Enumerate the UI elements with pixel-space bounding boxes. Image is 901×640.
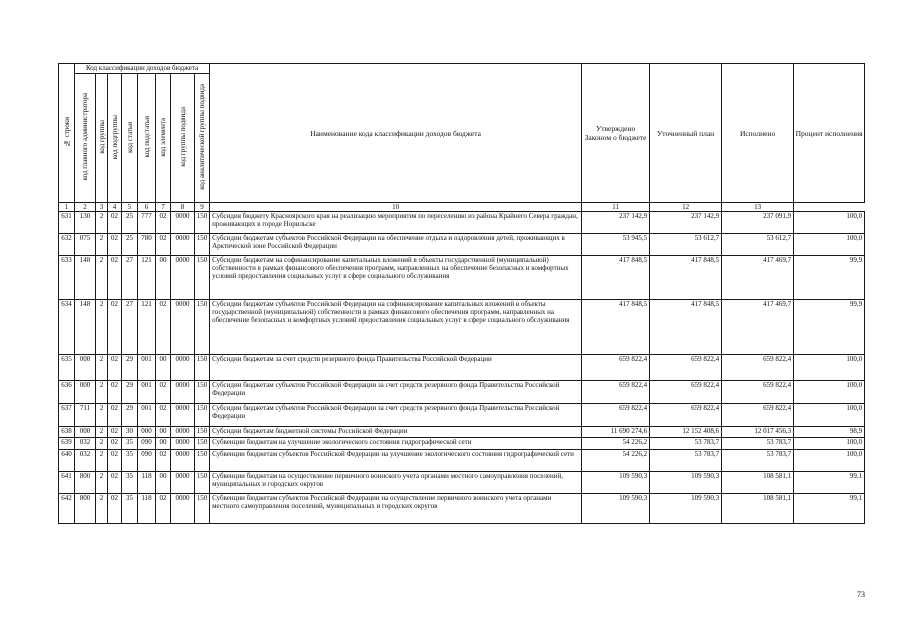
subarticle-code-cell: 118 xyxy=(138,494,156,524)
column-number: 1 xyxy=(59,203,75,212)
subgroup-code-cell: 02 xyxy=(108,472,122,494)
group-code-cell: 2 xyxy=(96,256,108,300)
approved-amount-cell: 659 822,4 xyxy=(582,404,650,427)
page-number: 73 xyxy=(857,590,865,599)
element-code-cell: 02 xyxy=(156,381,171,404)
table-row xyxy=(59,427,865,438)
subarticle-code-cell: 001 xyxy=(138,355,156,381)
group-code-cell: 2 xyxy=(96,381,108,404)
subarticle-code-cell: 001 xyxy=(138,404,156,427)
subtype-group-code-cell: 0000 xyxy=(171,355,195,381)
admin-code-cell: 000 xyxy=(75,355,96,381)
article-code-cell: 27 xyxy=(122,256,138,300)
row-number-cell: 633 xyxy=(59,256,75,300)
table-row xyxy=(59,494,865,524)
column-number: 2 xyxy=(75,203,96,212)
row-number-cell: 642 xyxy=(59,494,75,524)
refined-plan-header: Уточненный план xyxy=(650,64,722,203)
element-code-cell: 02 xyxy=(156,234,171,256)
analytic-code-cell: 150 xyxy=(195,450,210,472)
subtype-group-code-cell: 0000 xyxy=(171,256,195,300)
percent-cell: 100,0 xyxy=(794,234,865,256)
table-body xyxy=(59,212,865,524)
refined-amount-cell: 659 822,4 xyxy=(650,355,722,381)
approved-amount-cell: 11 690 274,6 xyxy=(582,427,650,438)
row-number-cell: 634 xyxy=(59,300,75,355)
element-code-cell: 00 xyxy=(156,472,171,494)
code-header-admin: код главного администратора xyxy=(75,74,96,203)
element-code-cell: 00 xyxy=(156,256,171,300)
element-code-cell: 00 xyxy=(156,355,171,381)
executed-amount-cell: 417 469,7 xyxy=(722,300,794,355)
refined-amount-cell: 659 822,4 xyxy=(650,381,722,404)
group-code-cell: 2 xyxy=(96,494,108,524)
element-code-cell: 02 xyxy=(156,494,171,524)
subtype-group-code-cell: 0000 xyxy=(171,472,195,494)
table-row xyxy=(59,438,865,450)
executed-amount-cell: 659 822,4 xyxy=(722,381,794,404)
row-number-cell: 632 xyxy=(59,234,75,256)
revenue-name-cell: Субсидии бюджетам за счет средств резервного фонда Правительства Российской Федерации xyxy=(210,355,582,381)
table-row xyxy=(59,450,865,472)
subgroup-code-cell: 02 xyxy=(108,234,122,256)
element-code-cell: 02 xyxy=(156,212,171,234)
article-code-cell: 25 xyxy=(122,234,138,256)
percent-cell: 100,0 xyxy=(794,355,865,381)
article-code-cell: 29 xyxy=(122,355,138,381)
analytic-code-cell: 150 xyxy=(195,234,210,256)
admin-code-cell: 000 xyxy=(75,381,96,404)
group-code-cell: 2 xyxy=(96,450,108,472)
approved-amount-cell: 53 945,5 xyxy=(582,234,650,256)
code-header-group: код группы xyxy=(96,74,108,203)
subtype-group-code-cell: 0000 xyxy=(171,438,195,450)
percent-cell: 100,0 xyxy=(794,404,865,427)
row-number-cell: 636 xyxy=(59,381,75,404)
table-row xyxy=(59,381,865,404)
code-header-subgroup: код подгруппы xyxy=(108,74,122,203)
group-code-cell: 2 xyxy=(96,404,108,427)
subtype-group-code-cell: 0000 xyxy=(171,450,195,472)
analytic-code-cell: 150 xyxy=(195,212,210,234)
subtype-group-code-cell: 0000 xyxy=(171,381,195,404)
analytic-code-cell: 150 xyxy=(195,494,210,524)
refined-amount-cell: 417 848,5 xyxy=(650,300,722,355)
executed-amount-cell: 237 091,9 xyxy=(722,212,794,234)
budget-revenue-table xyxy=(58,63,865,524)
row-number-cell: 637 xyxy=(59,404,75,427)
admin-code-cell: 800 xyxy=(75,494,96,524)
revenue-name-cell: Субвенции бюджетам на осуществление первичного воинского учета органами местного самоуправления поселений, муниципальных и городских округов xyxy=(210,472,582,494)
subarticle-code-cell: 001 xyxy=(138,381,156,404)
column-number: 5 xyxy=(122,203,138,212)
refined-amount-cell: 12 152 408,6 xyxy=(650,427,722,438)
column-number: 12 xyxy=(650,203,722,212)
revenue-name-cell: Субсидии бюджетам субъектов Российской Федерации на обеспечение отдыха и оздоровления детей, проживающих в Арктической зоне Российской Федерации xyxy=(210,234,582,256)
article-code-cell: 27 xyxy=(122,300,138,355)
approved-header: Утверждено Законом о бюджете xyxy=(582,64,650,203)
admin-code-cell: 148 xyxy=(75,256,96,300)
analytic-code-cell: 150 xyxy=(195,256,210,300)
subarticle-code-cell: 121 xyxy=(138,256,156,300)
element-code-cell: 00 xyxy=(156,438,171,450)
subgroup-code-cell: 02 xyxy=(108,300,122,355)
approved-amount-cell: 417 848,5 xyxy=(582,256,650,300)
table-row xyxy=(59,256,865,300)
refined-amount-cell: 659 822,4 xyxy=(650,404,722,427)
column-number: 9 xyxy=(195,203,210,212)
revenue-name-cell: Субвенции бюджетам на улучшение экологического состояния гидрографической сети xyxy=(210,438,582,450)
executed-amount-cell: 659 822,4 xyxy=(722,404,794,427)
subgroup-code-cell: 02 xyxy=(108,404,122,427)
column-number: 10 xyxy=(210,203,582,212)
table-row xyxy=(59,212,865,234)
percent-cell: 100,0 xyxy=(794,212,865,234)
element-code-cell: 02 xyxy=(156,404,171,427)
code-header-subtype-group: код группы подвида xyxy=(171,74,195,203)
code-header-analytic-group: код аналитической группы подвида xyxy=(195,74,210,203)
admin-code-cell: 032 xyxy=(75,450,96,472)
row-number-cell: 639 xyxy=(59,438,75,450)
admin-code-cell: 148 xyxy=(75,300,96,355)
subarticle-code-cell: 000 xyxy=(138,427,156,438)
group-code-cell: 2 xyxy=(96,355,108,381)
admin-code-cell: 800 xyxy=(75,472,96,494)
article-code-cell: 29 xyxy=(122,404,138,427)
approved-amount-cell: 109 590,3 xyxy=(582,472,650,494)
revenue-name-cell: Субвенции бюджетам субъектов Российской Федерации на осуществление первичного воинского учета органами местного самоуправления поселений, муниципальных и городских округов xyxy=(210,494,582,524)
row-number-cell: 635 xyxy=(59,355,75,381)
column-number: 8 xyxy=(171,203,195,212)
element-code-cell: 02 xyxy=(156,300,171,355)
revenue-name-cell: Субсидия бюджету Красноярского края на реализацию мероприятия по переселению из района Крайнего Севера граждан, проживающих в городе Норильске xyxy=(210,212,582,234)
column-number: 6 xyxy=(138,203,156,212)
refined-amount-cell: 109 590,3 xyxy=(650,494,722,524)
group-code-cell: 2 xyxy=(96,212,108,234)
group-code-cell: 2 xyxy=(96,234,108,256)
group-code-cell: 2 xyxy=(96,472,108,494)
row-number-cell: 640 xyxy=(59,450,75,472)
subarticle-code-cell: 090 xyxy=(138,438,156,450)
revenue-name-cell: Субсидии бюджетам субъектов Российской Федерации за счет средств резервного фонда Правительства Российской Федерации xyxy=(210,381,582,404)
executed-amount-cell: 108 581,1 xyxy=(722,472,794,494)
refined-amount-cell: 53 783,7 xyxy=(650,450,722,472)
article-code-cell: 35 xyxy=(122,472,138,494)
table-row xyxy=(59,404,865,427)
column-number: 4 xyxy=(108,203,122,212)
admin-code-cell: 130 xyxy=(75,212,96,234)
table-row xyxy=(59,234,865,256)
refined-amount-cell: 237 142,9 xyxy=(650,212,722,234)
refined-amount-cell: 53 612,7 xyxy=(650,234,722,256)
analytic-code-cell: 150 xyxy=(195,472,210,494)
group-code-cell: 2 xyxy=(96,438,108,450)
percent-cell: 100,0 xyxy=(794,438,865,450)
executed-amount-cell: 53 783,7 xyxy=(722,438,794,450)
refined-amount-cell: 53 783,7 xyxy=(650,438,722,450)
executed-amount-cell: 659 822,4 xyxy=(722,355,794,381)
subgroup-code-cell: 02 xyxy=(108,355,122,381)
executed-amount-cell: 417 469,7 xyxy=(722,256,794,300)
subgroup-code-cell: 02 xyxy=(108,450,122,472)
subarticle-code-cell: 780 xyxy=(138,234,156,256)
classification-group-header: Код классификации доходов бюджета xyxy=(75,64,210,74)
group-code-cell: 2 xyxy=(96,300,108,355)
subarticle-code-cell: 118 xyxy=(138,472,156,494)
percent-header: Процент исполнения xyxy=(794,64,865,203)
admin-code-cell: 711 xyxy=(75,404,96,427)
admin-code-cell: 032 xyxy=(75,438,96,450)
article-code-cell: 25 xyxy=(122,212,138,234)
subtype-group-code-cell: 0000 xyxy=(171,427,195,438)
approved-amount-cell: 237 142,9 xyxy=(582,212,650,234)
article-code-cell: 30 xyxy=(122,427,138,438)
subgroup-code-cell: 02 xyxy=(108,212,122,234)
article-code-cell: 29 xyxy=(122,381,138,404)
percent-cell: 98,9 xyxy=(794,427,865,438)
table-row xyxy=(59,472,865,494)
code-header-subarticle: код подстатьи xyxy=(138,74,156,203)
approved-amount-cell: 54 226,2 xyxy=(582,450,650,472)
subtype-group-code-cell: 0000 xyxy=(171,212,195,234)
code-header-element: код элемента xyxy=(156,74,171,203)
executed-amount-cell: 53 612,7 xyxy=(722,234,794,256)
element-code-cell: 02 xyxy=(156,450,171,472)
row-number-cell: 631 xyxy=(59,212,75,234)
revenue-name-cell: Субсидии бюджетам бюджетной системы Российской Федерации xyxy=(210,427,582,438)
table-row xyxy=(59,355,865,381)
row-number-header: № строки xyxy=(59,64,75,203)
percent-cell: 99,1 xyxy=(794,494,865,524)
analytic-code-cell: 150 xyxy=(195,427,210,438)
subarticle-code-cell: 090 xyxy=(138,450,156,472)
analytic-code-cell: 150 xyxy=(195,381,210,404)
subarticle-code-cell: 777 xyxy=(138,212,156,234)
executed-amount-cell: 12 017 456,3 xyxy=(722,427,794,438)
subgroup-code-cell: 02 xyxy=(108,427,122,438)
approved-amount-cell: 659 822,4 xyxy=(582,381,650,404)
analytic-code-cell: 150 xyxy=(195,355,210,381)
admin-code-cell: 075 xyxy=(75,234,96,256)
subarticle-code-cell: 121 xyxy=(138,300,156,355)
revenue-name-cell: Субвенции бюджетам субъектов Российской Федерации на улучшение экологического состояния гидрографической сети xyxy=(210,450,582,472)
approved-amount-cell: 659 822,4 xyxy=(582,355,650,381)
executed-header: Исполнено xyxy=(722,64,794,203)
approved-amount-cell: 109 590,3 xyxy=(582,494,650,524)
group-code-cell: 2 xyxy=(96,427,108,438)
percent-cell: 100,0 xyxy=(794,450,865,472)
subtype-group-code-cell: 0000 xyxy=(171,234,195,256)
column-number: 13 xyxy=(722,203,794,212)
name-header: Наименование кода классификации доходов бюджета xyxy=(210,64,582,203)
percent-cell: 100,0 xyxy=(794,381,865,404)
percent-cell: 99,9 xyxy=(794,300,865,355)
subtype-group-code-cell: 0000 xyxy=(171,300,195,355)
code-header-article: код статьи xyxy=(122,74,138,203)
revenue-name-cell: Субсидии бюджетам субъектов Российской Федерации на софинансирование капитальных вложений в объекты государственной (муниципальной) собственности в рамках финансового обеспечения программ, направленных на обеспечение безопасных и комфортных условий предоставления социальных услуг в сфере социального обслуживания xyxy=(210,300,582,355)
subtype-group-code-cell: 0000 xyxy=(171,404,195,427)
article-code-cell: 35 xyxy=(122,438,138,450)
subgroup-code-cell: 02 xyxy=(108,381,122,404)
admin-code-cell: 000 xyxy=(75,427,96,438)
approved-amount-cell: 417 848,5 xyxy=(582,300,650,355)
column-number: 7 xyxy=(156,203,171,212)
column-number: 3 xyxy=(96,203,108,212)
refined-amount-cell: 109 590,3 xyxy=(650,472,722,494)
article-code-cell: 35 xyxy=(122,494,138,524)
subtype-group-code-cell: 0000 xyxy=(171,494,195,524)
percent-cell: 99,1 xyxy=(794,472,865,494)
analytic-code-cell: 150 xyxy=(195,300,210,355)
row-number-cell: 641 xyxy=(59,472,75,494)
subgroup-code-cell: 02 xyxy=(108,494,122,524)
element-code-cell: 00 xyxy=(156,427,171,438)
approved-amount-cell: 54 226,2 xyxy=(582,438,650,450)
subgroup-code-cell: 02 xyxy=(108,256,122,300)
column-number: 11 xyxy=(582,203,650,212)
column-number-row xyxy=(59,203,865,212)
percent-cell: 99,9 xyxy=(794,256,865,300)
revenue-name-cell: Субсидии бюджетам субъектов Российской Федерации за счет средств резервного фонда Правительства Российской Федерации xyxy=(210,404,582,427)
analytic-code-cell: 150 xyxy=(195,438,210,450)
refined-amount-cell: 417 848,5 xyxy=(650,256,722,300)
revenue-name-cell: Субсидии бюджетам на софинансирование капитальных вложений в объекты государственной (муниципальной) собственности в рамках финансового обеспечения программ, направленных на обеспечение безопасных и комфортных условий предоставления социальных услуг в сфере социального обслуживания xyxy=(210,256,582,300)
analytic-code-cell: 150 xyxy=(195,404,210,427)
article-code-cell: 35 xyxy=(122,450,138,472)
table-row xyxy=(59,300,865,355)
executed-amount-cell: 53 783,7 xyxy=(722,450,794,472)
row-number-cell: 638 xyxy=(59,427,75,438)
executed-amount-cell: 108 581,1 xyxy=(722,494,794,524)
subgroup-code-cell: 02 xyxy=(108,438,122,450)
